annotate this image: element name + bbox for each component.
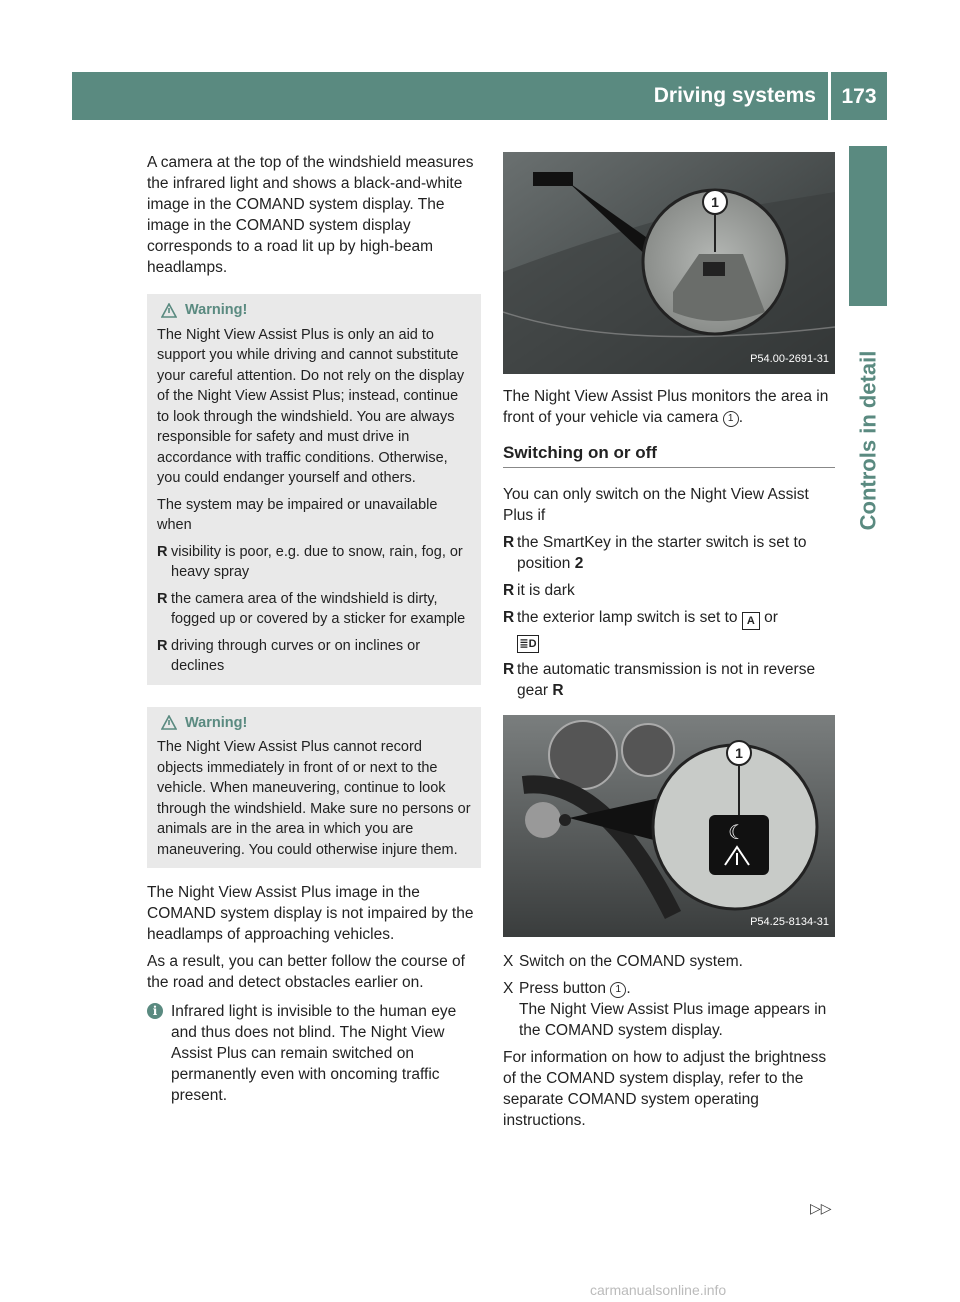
action-marker: X: [503, 980, 514, 997]
figure1-callout: 1: [711, 194, 719, 210]
list-item-text: it is dark: [517, 582, 575, 599]
bullet-marker: R: [503, 661, 515, 678]
bullet-marker: R: [157, 590, 168, 607]
figure-dashboard-button: [503, 715, 835, 937]
list-item-text: driving through curves or on inclines or declines: [171, 637, 421, 674]
continue-arrows-icon: ▷▷: [810, 1200, 832, 1216]
right-column: [503, 152, 835, 1137]
list-item: [157, 589, 471, 630]
action-marker: X: [503, 953, 514, 970]
side-tab: [849, 146, 887, 306]
list-item-text: the camera area of the windshield is dirty, fogged up or covered by a sticker for example: [171, 590, 466, 627]
figure1-caption: [503, 386, 835, 428]
bullet-marker: R: [503, 609, 515, 626]
info-note: [147, 1001, 481, 1106]
left-column: [147, 152, 481, 1106]
auto-lamp-icon: A: [742, 612, 760, 630]
list-item: [503, 580, 835, 601]
switch-intro: You can only switch on the Night View Assist Plus if: [503, 486, 809, 524]
warning-title-text-2: Warning!: [185, 714, 248, 731]
bullet-marker: R: [157, 543, 168, 560]
svg-text:☾: ☾: [728, 820, 746, 844]
caption-text: The Night View Assist Plus monitors the area in front of your vehicle via camera: [503, 388, 829, 426]
info-text: Infrared light is invisible to the human eye and thus does not blind. The Night View Assist Plus can remain switched on permanently even with oncoming traffic present.: [171, 1003, 457, 1104]
section-heading: Switching on or off: [503, 442, 835, 468]
low-beam-icon: ≣D: [517, 635, 539, 653]
figure2-callout: 1: [735, 745, 743, 761]
warning-triangle-icon: [161, 715, 177, 730]
section-title: Driving systems: [654, 72, 831, 120]
list-item-text: the SmartKey in the starter switch is set to position: [517, 534, 807, 572]
page-number: 173: [841, 84, 877, 108]
bullet-marker: R: [503, 582, 515, 599]
list-item: [157, 542, 471, 583]
caption-end: .: [738, 409, 743, 426]
paragraph-approaching: The Night View Assist Plus image in the COMAND system display is not impaired by the headlamps of approaching vehicles.: [147, 884, 474, 943]
intro-paragraph: A camera at the top of the windshield measures the infrared light and shows a black-and-white image in the COMAND system display. The image in the COMAND system display corresponds to a road lit up by high-beam headlamps.: [147, 154, 474, 276]
paragraph-result: As a result, you can better follow the course of the road and detect obstacles earlier on.: [147, 953, 465, 991]
side-tab-label: Controls in detail: [855, 350, 881, 530]
list-item: [503, 532, 835, 574]
action-text: Press button: [519, 980, 611, 997]
position-value: 2: [574, 555, 584, 572]
bullet-marker: R: [157, 637, 168, 654]
dashboard-button-image: [503, 715, 835, 937]
action-end: .: [626, 980, 631, 997]
figure1-code: P54.00-2691-31: [750, 353, 829, 365]
callout-1-icon: 1: [723, 411, 739, 427]
info-icon: i: [147, 1003, 163, 1019]
figure2-code: P54.25-8134-31: [750, 916, 829, 928]
warning1-p1: The Night View Assist Plus is only an aid to support you while driving and cannot substitute your careful attention. Do not rely on the display of the Night View Assist Plus; instead, continue to look through the windshield. You are always responsible for safety and must drive in accordance with traffic conditions. Otherwise, you could endanger yourself and others.: [157, 326, 465, 486]
warning-title-1: [161, 300, 471, 321]
warning-box-1: [147, 294, 481, 685]
warning-title-text-1: Warning!: [185, 302, 248, 318]
list-item: [157, 636, 471, 677]
action-step: [503, 978, 835, 1041]
warning-title-2: [161, 713, 471, 734]
warning2-p1: The Night View Assist Plus cannot record objects immediately in front of or next to the vehicle. When maneuvering, continue to look through the windshield. Make sure no persons or animals are in the area in which you are maneuvering. You could otherwise injure them.: [157, 739, 471, 858]
warning-triangle-icon: [161, 303, 177, 318]
outro-paragraph: For information on how to adjust the brightness of the COMAND system display, refer to the separate COMAND system operating instructions.: [503, 1049, 827, 1129]
page-header: [72, 72, 887, 120]
list-item: [503, 607, 835, 653]
bullet-marker: R: [503, 534, 515, 551]
figure-windshield-camera: [503, 152, 835, 374]
action-result: The Night View Assist Plus image appears in the COMAND system display.: [519, 1001, 827, 1039]
list-item-text: the exterior lamp switch is set to: [517, 609, 742, 626]
windshield-camera-image: [503, 152, 835, 374]
side-tab-label-wrap: [848, 320, 888, 560]
list-item-text-or: or: [759, 609, 778, 626]
warning-box-2: [147, 707, 481, 869]
list-item-text: the automatic transmission is not in reverse gear: [517, 661, 816, 699]
watermark: carmanualsonline.info: [590, 1282, 727, 1298]
list-item: [503, 659, 835, 701]
callout-1-icon: 1: [610, 982, 626, 998]
warning1-p2: The system may be impaired or unavailable when: [157, 496, 438, 533]
list-item-text: visibility is poor, e.g. due to snow, rain, fog, or heavy spray: [171, 543, 463, 580]
gear-value: R: [552, 682, 564, 699]
action-step: [503, 951, 835, 972]
action-text: Switch on the COMAND system.: [519, 953, 743, 970]
